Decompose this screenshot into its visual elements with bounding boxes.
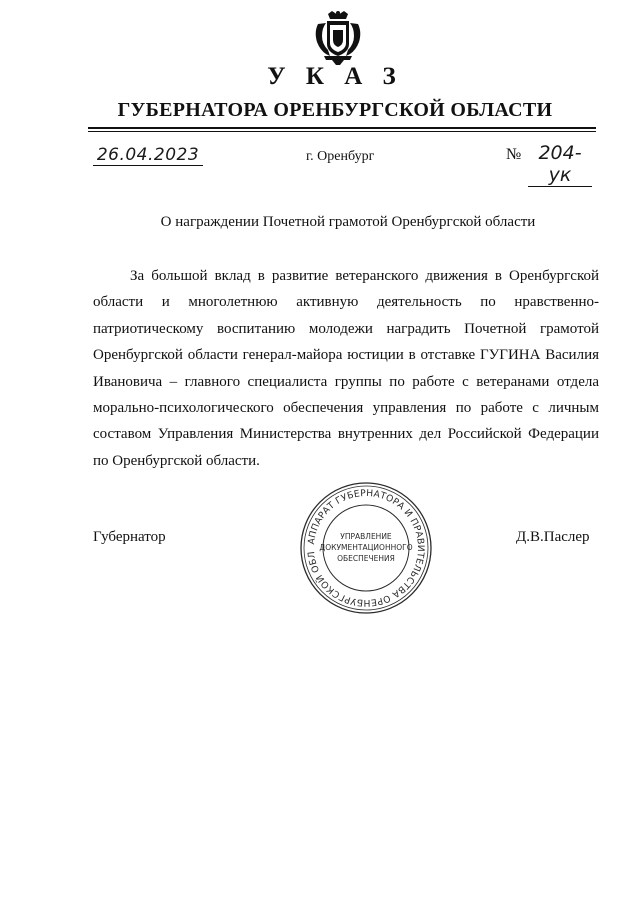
coat-of-arms-icon: [312, 10, 364, 66]
seal-center-line2: ДОКУМЕНТАЦИОННОГО: [319, 543, 413, 552]
official-seal: [298, 480, 434, 616]
signatory-name: Д.В.Паслер: [516, 529, 590, 545]
document-number-label: №: [506, 146, 522, 163]
document-city: г. Оренбург: [306, 149, 375, 164]
header-rule: [88, 127, 596, 129]
header-rule-thin: [88, 131, 596, 132]
document-title: У К А З: [267, 63, 403, 90]
document-body: За большой вклад в развитие ветеранского движения в Оренбургской области и многолетнюю активную деятельность по нравственно-патриотическому воспитанию молодежи наградить Почетной грамотой Оренбургской области генерал-майора юстиции в отставке ГУГИНА Василия Ивановича – главного специалиста группы по работе с ветеранами отдела морально-психологического обеспечения управления по работе с личным составом Управления Министерства внутренних дел Российской Федерации по Оренбургской области.: [93, 268, 599, 469]
seal-ring-text: АППАРАТ ГУБЕРНАТОРА И ПРАВИТЕЛЬСТВА ОРЕНБУРГСКОЙ ОБЛ: [306, 487, 427, 609]
document-subject: О награждении Почетной грамотой Оренбургской области: [160, 214, 536, 230]
document-date: 26.04.2023: [93, 145, 203, 166]
seal-center-line3: ОБЕСПЕЧЕНИЯ: [337, 554, 395, 563]
document-subtitle: ГУБЕРНАТОРА ОРЕНБУРГСКОЙ ОБЛАСТИ: [117, 99, 553, 121]
signatory-role: Губернатор: [93, 529, 166, 545]
seal-center-line1: УПРАВЛЕНИЕ: [340, 532, 392, 541]
document-number: 204-ук: [528, 142, 592, 187]
